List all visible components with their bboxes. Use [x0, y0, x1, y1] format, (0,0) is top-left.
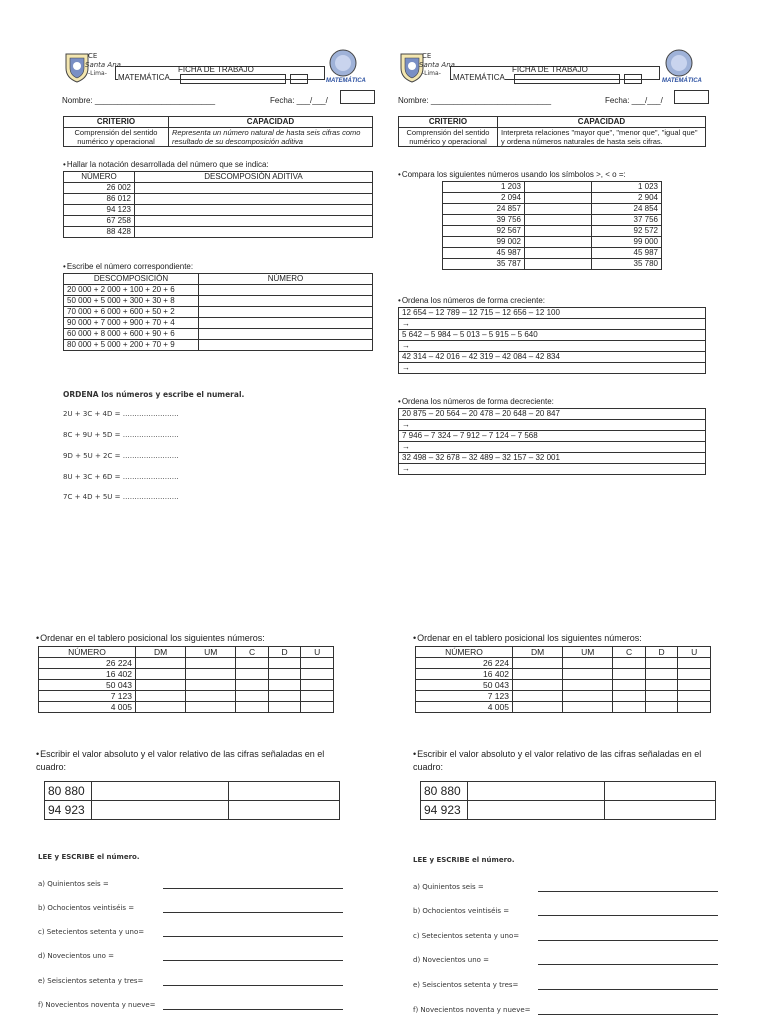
pv-col: U: [301, 647, 334, 658]
ex2-decomp: 50 000 + 5 000 + 300 + 30 + 8: [64, 296, 199, 307]
answer-arrow[interactable]: →: [399, 442, 706, 453]
pv-cell[interactable]: [563, 669, 613, 680]
read-item: e) Seiscientos setenta y tres=: [413, 981, 519, 989]
table-row: [399, 308, 706, 319]
place-value-title: • Ordenar en el tablero posicional los siguientes números:: [36, 633, 265, 643]
compare-right: 2 904: [592, 193, 662, 204]
ex2-decomp: 80 000 + 5 000 + 200 + 70 + 9: [64, 340, 199, 351]
pv-col: DM: [136, 647, 186, 658]
pv-cell[interactable]: [513, 669, 563, 680]
table-row: [399, 464, 706, 475]
table-row: [45, 801, 340, 820]
compare-right: 45 987: [592, 248, 662, 259]
pv-col: D: [268, 647, 301, 658]
table-row: [39, 669, 334, 680]
table-row: [39, 680, 334, 691]
ex1-number: 26 002: [64, 183, 135, 194]
pv-cell[interactable]: [513, 702, 563, 713]
pv-cell[interactable]: [563, 658, 613, 669]
value-number: 94 923: [45, 801, 92, 820]
table-row: [416, 658, 711, 669]
read-item: d) Novecientos uno =: [413, 956, 490, 964]
pv-number: 4 005: [416, 702, 513, 713]
pv-col: UM: [186, 647, 236, 658]
date-label: Fecha: ___/___/: [270, 96, 328, 105]
compare-left: 35 787: [443, 259, 525, 270]
table-row: [399, 330, 706, 341]
table-row: [421, 801, 716, 820]
compare-left: 1 203: [443, 182, 525, 193]
answer-line[interactable]: [163, 888, 343, 889]
pv-cell[interactable]: [645, 702, 678, 713]
read-item: f) Novecientos noventa y nueve=: [38, 1001, 156, 1009]
pv-cell[interactable]: [613, 702, 646, 713]
table-row: [416, 680, 711, 691]
table-row: [64, 307, 373, 318]
ex3-line: 8C + 9U + 5D = ……………………: [63, 431, 179, 439]
table-row: [443, 248, 662, 259]
answer-line[interactable]: [538, 915, 718, 916]
answer-cell[interactable]: [199, 329, 373, 340]
pv-cell[interactable]: [678, 669, 711, 680]
capacity-text: Representa un número natural de hasta seis cifras como resultado de su descomposición aditiva: [169, 128, 373, 147]
sequence-text: 42 314 – 42 016 – 42 319 – 42 084 – 42 834: [399, 352, 706, 363]
table-row: [64, 216, 373, 227]
table-row: [399, 453, 706, 464]
pv-cell[interactable]: [186, 658, 236, 669]
pv-col: DM: [513, 647, 563, 658]
pv-cell[interactable]: [645, 669, 678, 680]
date-label: Fecha: ___/___/: [605, 96, 663, 105]
ex2-decomp: 70 000 + 6 000 + 600 + 50 + 2: [64, 307, 199, 318]
pv-col: UM: [563, 647, 613, 658]
compare-left: 2 094: [443, 193, 525, 204]
table-row: [64, 183, 373, 194]
pv-number: 16 402: [39, 669, 136, 680]
symbol-cell[interactable]: [525, 182, 592, 193]
pv-cell[interactable]: [678, 658, 711, 669]
answer-arrow[interactable]: →: [399, 363, 706, 374]
table-row: [443, 226, 662, 237]
pv-cell[interactable]: [136, 658, 186, 669]
answer-arrow[interactable]: →: [399, 319, 706, 330]
symbol-cell[interactable]: [525, 226, 592, 237]
table-row: [39, 702, 334, 713]
answer-line[interactable]: [538, 891, 718, 892]
table-row: [39, 691, 334, 702]
table-row: [443, 259, 662, 270]
pv-cell[interactable]: [268, 680, 301, 691]
value-cell[interactable]: [229, 801, 340, 820]
answer-line[interactable]: [538, 989, 718, 990]
symbol-cell[interactable]: [525, 259, 592, 270]
school-city: -Lima-: [88, 70, 107, 77]
sequence-text: 7 946 – 7 324 – 7 912 – 7 124 – 7 568: [399, 431, 706, 442]
table-row: [64, 285, 373, 296]
math-badge-icon: [326, 48, 360, 82]
place-value-title: • Ordenar en el tablero posicional los siguientes números:: [413, 633, 642, 643]
answer-line[interactable]: [163, 936, 343, 937]
answer-arrow[interactable]: →: [399, 464, 706, 475]
school-city: -Lima-: [422, 70, 441, 77]
value-cell[interactable]: [468, 782, 605, 801]
table-row: [39, 658, 334, 669]
compare-left: 92 567: [443, 226, 525, 237]
pv-cell[interactable]: [186, 680, 236, 691]
value-cell[interactable]: [92, 801, 229, 820]
left-ex1-title: • Hallar la notación desarrollada del número que se indica:: [63, 160, 269, 169]
pv-cell[interactable]: [513, 691, 563, 702]
answer-line[interactable]: [538, 964, 718, 965]
value-cell[interactable]: [605, 801, 716, 820]
value-cell[interactable]: [468, 801, 605, 820]
value-cell[interactable]: [229, 782, 340, 801]
pv-number: 16 402: [416, 669, 513, 680]
name-label: Nombre: ___________________________: [398, 96, 552, 105]
answer-cell[interactable]: [135, 205, 373, 216]
ex2-decomp: 90 000 + 7 000 + 900 + 70 + 4: [64, 318, 199, 329]
school-line1: CE: [88, 52, 98, 60]
table-row: [443, 237, 662, 248]
sheet-title: FICHA DE TRABAJO: [178, 65, 254, 74]
pv-number: 26 224: [39, 658, 136, 669]
compare-right: 24 854: [592, 204, 662, 215]
sequence-text: 20 875 – 20 564 – 20 478 – 20 648 – 20 847: [399, 409, 706, 420]
subject-box: [180, 74, 286, 84]
pv-number: 50 043: [416, 680, 513, 691]
compare-left: 99 002: [443, 237, 525, 248]
pv-cell[interactable]: [301, 658, 334, 669]
read-title: LEE y ESCRIBE el número.: [38, 853, 140, 861]
criteria-text: Comprensión del sentido numérico y operacional: [399, 128, 498, 147]
table-row: [399, 341, 706, 352]
grade-box: [290, 74, 308, 84]
right-ex2-title: • Ordena los números de forma creciente:: [398, 296, 545, 305]
table-row: [416, 702, 711, 713]
ex2-col-number: NÚMERO: [199, 274, 373, 285]
compare-right: 92 572: [592, 226, 662, 237]
value-table: [44, 781, 340, 820]
pv-cell[interactable]: [678, 691, 711, 702]
pv-col: D: [645, 647, 678, 658]
math-badge-text: MATEMÁTICA: [326, 78, 366, 84]
left-ex2-title: • Escribe el número correspondiente:: [63, 262, 193, 271]
pv-cell[interactable]: [236, 691, 269, 702]
pv-cell[interactable]: [136, 691, 186, 702]
pv-cell[interactable]: [301, 680, 334, 691]
criteria-head: CRITERIO: [64, 117, 169, 128]
pv-cell[interactable]: [645, 691, 678, 702]
compare-left: 45 987: [443, 248, 525, 259]
table-row: [399, 409, 706, 420]
pv-cell[interactable]: [268, 691, 301, 702]
compare-right: 99 000: [592, 237, 662, 248]
read-item: b) Ochocientos veintiséis =: [38, 904, 135, 912]
answer-cell[interactable]: [199, 296, 373, 307]
left-ex2-table: [63, 273, 373, 351]
pv-cell[interactable]: [236, 702, 269, 713]
pv-number: 26 224: [416, 658, 513, 669]
ex1-number: 67 258: [64, 216, 135, 227]
pv-cell[interactable]: [513, 680, 563, 691]
pv-number: 50 043: [39, 680, 136, 691]
table-row: [64, 227, 373, 238]
answer-cell[interactable]: [135, 183, 373, 194]
symbol-cell[interactable]: [525, 204, 592, 215]
pv-col: C: [236, 647, 269, 658]
school-name: Santa Ana: [85, 61, 121, 69]
compare-right: 35 780: [592, 259, 662, 270]
pv-cell[interactable]: [513, 658, 563, 669]
value-table: [420, 781, 716, 820]
sequence-text: 32 498 – 32 678 – 32 489 – 32 157 – 32 001: [399, 453, 706, 464]
table-row: [399, 420, 706, 431]
answer-cell[interactable]: [199, 285, 373, 296]
pv-col: U: [678, 647, 711, 658]
table-row: [64, 205, 373, 216]
table-row: [45, 782, 340, 801]
table-row: [416, 669, 711, 680]
table-row: [416, 691, 711, 702]
pv-cell[interactable]: [613, 680, 646, 691]
pv-cell[interactable]: [186, 691, 236, 702]
subject-box: [514, 74, 620, 84]
compare-right: 37 756: [592, 215, 662, 226]
pv-cell[interactable]: [236, 658, 269, 669]
ex3-line: 9D + 5U + 2C = ……………………: [63, 452, 179, 460]
read-item: a) Quinientos seis =: [413, 883, 484, 891]
pv-cell[interactable]: [563, 691, 613, 702]
symbol-cell[interactable]: [525, 193, 592, 204]
place-value-table: [38, 646, 334, 713]
compare-left: 39 756: [443, 215, 525, 226]
read-item: c) Setecientos setenta y uno=: [38, 928, 145, 936]
read-item: e) Seiscientos setenta y tres=: [38, 977, 144, 985]
table-row: [399, 363, 706, 374]
compare-left: 24 857: [443, 204, 525, 215]
ex1-number: 88 428: [64, 227, 135, 238]
read-item: c) Setecientos setenta y uno=: [413, 932, 520, 940]
read-item: f) Novecientos noventa y nueve=: [413, 1006, 531, 1014]
pv-cell[interactable]: [613, 658, 646, 669]
pv-cell[interactable]: [301, 691, 334, 702]
subject-label: MATEMÁTICA: [118, 73, 170, 82]
table-row: [64, 194, 373, 205]
table-row: [399, 352, 706, 363]
table-row: [399, 442, 706, 453]
ex3-line: 8U + 3C + 6D = ……………………: [63, 473, 179, 481]
sequence-text: 5 642 – 5 984 – 5 013 – 5 915 – 5 640: [399, 330, 706, 341]
pv-cell[interactable]: [136, 680, 186, 691]
value-title: • Escribir el valor absoluto y el valor relativo de las cifras señaladas en el cuadro:: [36, 748, 336, 774]
answer-line[interactable]: [163, 1009, 343, 1010]
value-cell[interactable]: [92, 782, 229, 801]
pv-cell[interactable]: [236, 680, 269, 691]
pv-number: 4 005: [39, 702, 136, 713]
right-ex3-title: • Ordena los números de forma decreciente:: [398, 397, 554, 406]
read-item: d) Novecientos uno =: [38, 952, 115, 960]
value-number: 94 923: [421, 801, 468, 820]
pv-cell[interactable]: [301, 702, 334, 713]
pv-cell[interactable]: [613, 691, 646, 702]
answer-line[interactable]: [538, 1014, 718, 1015]
answer-cell[interactable]: [135, 194, 373, 205]
answer-arrow[interactable]: →: [399, 341, 706, 352]
pv-number: 7 123: [416, 691, 513, 702]
table-row: [443, 182, 662, 193]
ex3-line: 2U + 3C + 4D = ……………………: [63, 410, 179, 418]
ex3-line: 7C + 4D + 5U = ……………………: [63, 493, 179, 501]
place-value-table: [415, 646, 711, 713]
right-criteria-table: [398, 116, 706, 147]
answer-line[interactable]: [163, 960, 343, 961]
left-ex3-title: ORDENA los números y escribe el numeral.: [63, 390, 245, 399]
left-ex1-table: [63, 171, 373, 238]
read-title: LEE y ESCRIBE el número.: [413, 856, 515, 864]
table-row: [421, 782, 716, 801]
pv-cell[interactable]: [645, 658, 678, 669]
school-name: Santa Ana: [419, 61, 455, 69]
value-number: 80 880: [45, 782, 92, 801]
compare-right: 1 023: [592, 182, 662, 193]
subject-label: MATEMÁTICA: [453, 73, 505, 82]
capacity-text: Interpreta relaciones "mayor que", "menor que", "igual que" y ordena números naturales de hasta seis cifras.: [498, 128, 706, 147]
answer-cell[interactable]: [199, 318, 373, 329]
answer-line[interactable]: [163, 912, 343, 913]
capacity-head: CAPACIDAD: [169, 117, 373, 128]
answer-line[interactable]: [163, 985, 343, 986]
table-row: [64, 340, 373, 351]
table-row: [64, 296, 373, 307]
ex1-col-decomp: DESCOMPOSIÓN ADITIVA: [135, 172, 373, 183]
pv-cell[interactable]: [136, 702, 186, 713]
decreasing-table: [398, 408, 706, 475]
ex2-col-decomp: DESCOMPOSICIÓN: [64, 274, 199, 285]
pv-cell[interactable]: [136, 669, 186, 680]
pv-cell[interactable]: [563, 702, 613, 713]
sequence-text: 12 654 – 12 789 – 12 715 – 12 656 – 12 100: [399, 308, 706, 319]
table-row: [64, 318, 373, 329]
increasing-table: [398, 307, 706, 374]
ex1-number: 86 012: [64, 194, 135, 205]
table-row: [399, 319, 706, 330]
sheet-title: FICHA DE TRABAJO: [512, 65, 588, 74]
answer-line[interactable]: [538, 940, 718, 941]
symbol-cell[interactable]: [525, 248, 592, 259]
pv-cell[interactable]: [186, 669, 236, 680]
ex1-col-number: NÚMERO: [64, 172, 135, 183]
symbol-cell[interactable]: [525, 237, 592, 248]
pv-cell[interactable]: [268, 702, 301, 713]
table-row: [64, 329, 373, 340]
left-criteria-table: [63, 116, 373, 147]
pv-cell[interactable]: [678, 702, 711, 713]
pv-cell[interactable]: [678, 680, 711, 691]
symbol-cell[interactable]: [525, 215, 592, 226]
value-title: • Escribir el valor absoluto y el valor relativo de las cifras señaladas en el cuadro:: [413, 748, 713, 774]
pv-cell[interactable]: [186, 702, 236, 713]
school-line1: CE: [422, 52, 432, 60]
pv-number: 7 123: [39, 691, 136, 702]
criteria-head: CRITERIO: [399, 117, 498, 128]
table-row: [443, 215, 662, 226]
date-box: [674, 90, 709, 104]
answer-cell[interactable]: [199, 307, 373, 318]
grade-box: [624, 74, 642, 84]
table-row: [443, 193, 662, 204]
answer-arrow[interactable]: →: [399, 420, 706, 431]
pv-col: NÚMERO: [39, 647, 136, 658]
ex2-decomp: 60 000 + 8 000 + 600 + 90 + 6: [64, 329, 199, 340]
right-ex1-title: • Compara los siguientes números usando los símbolos >, < o =:: [398, 170, 626, 179]
capacity-head: CAPACIDAD: [498, 117, 706, 128]
compare-table: [442, 181, 662, 270]
ex2-decomp: 20 000 + 2 000 + 100 + 20 + 6: [64, 285, 199, 296]
pv-cell[interactable]: [613, 669, 646, 680]
value-number: 80 880: [421, 782, 468, 801]
table-row: [443, 204, 662, 215]
pv-cell[interactable]: [268, 658, 301, 669]
pv-cell[interactable]: [301, 669, 334, 680]
math-badge-text: MATEMÁTICA: [662, 78, 702, 84]
date-box: [340, 90, 375, 104]
read-item: a) Quinientos seis =: [38, 880, 109, 888]
value-cell[interactable]: [605, 782, 716, 801]
answer-cell[interactable]: [199, 340, 373, 351]
answer-cell[interactable]: [135, 227, 373, 238]
name-label: Nombre: ___________________________: [62, 96, 216, 105]
pv-cell[interactable]: [268, 669, 301, 680]
table-row: [399, 431, 706, 442]
pv-col: NÚMERO: [416, 647, 513, 658]
pv-col: C: [613, 647, 646, 658]
pv-cell[interactable]: [563, 680, 613, 691]
read-item: b) Ochocientos veintiséis =: [413, 907, 510, 915]
pv-cell[interactable]: [236, 669, 269, 680]
pv-cell[interactable]: [645, 680, 678, 691]
math-badge-icon: [662, 48, 696, 82]
ex1-number: 94 123: [64, 205, 135, 216]
answer-cell[interactable]: [135, 216, 373, 227]
criteria-text: Comprensión del sentido numérico y operacional: [64, 128, 169, 147]
